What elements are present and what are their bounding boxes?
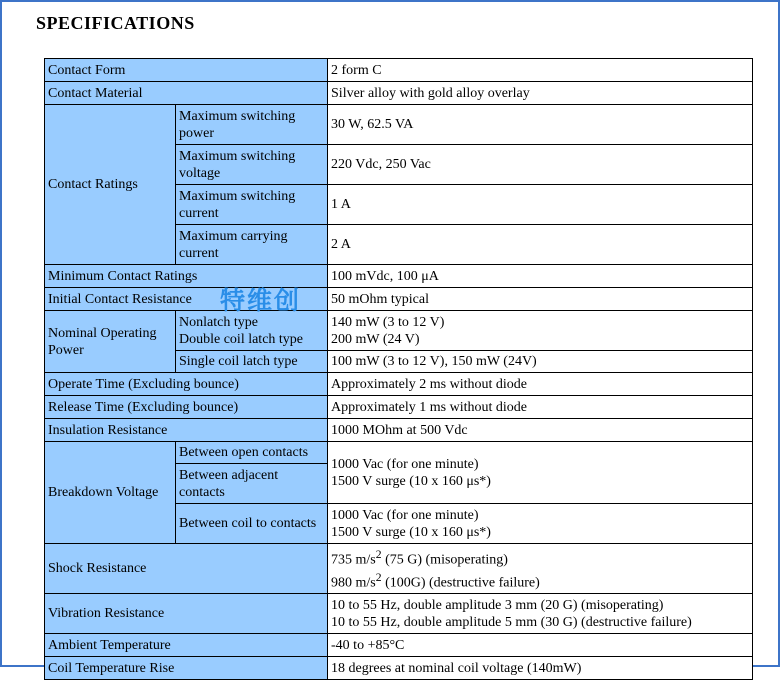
- initial-contact-resistance-label: Initial Contact Resistance: [45, 288, 328, 311]
- contact-material-label: Contact Material: [45, 82, 328, 105]
- vibration-value-2: 10 to 55 Hz, double amplitude 5 mm (30 G) (destructive failure): [331, 614, 692, 630]
- contact-form-value: 2 form C: [328, 59, 753, 82]
- max-switching-power-label: Maximum switching power: [176, 105, 328, 145]
- vibration-resistance-value: [328, 594, 753, 634]
- initial-contact-resistance-value: 50 mOhm typical: [328, 288, 753, 311]
- breakdown-vac-value: 1000 Vac (for one minute): [331, 456, 479, 472]
- vibration-resistance-label: Vibration Resistance: [45, 594, 328, 634]
- shock-rest-2: (100G) (destructive failure): [381, 575, 540, 591]
- contact-form-label: Contact Form: [45, 59, 328, 82]
- insulation-resistance-value: 1000 MOhm at 500 Vdc: [328, 419, 753, 442]
- table-row: [45, 373, 753, 396]
- table-row: [45, 288, 753, 311]
- nonlatch-type-values: [328, 311, 753, 351]
- between-adjacent-contacts-label: Between adjacent contacts: [176, 464, 328, 504]
- table-row: [45, 657, 753, 680]
- table-row: [45, 634, 753, 657]
- table-row: [45, 544, 753, 594]
- max-switching-current-label: Maximum switching current: [176, 185, 328, 225]
- table-row: [45, 59, 753, 82]
- single-coil-latch-label: Single coil latch type: [176, 351, 328, 373]
- double-coil-latch-label: Double coil latch type: [179, 331, 304, 347]
- max-switching-power-value: 30 W, 62.5 VA: [328, 105, 753, 145]
- page-title: SPECIFICATIONS: [36, 13, 195, 33]
- vibration-value-1: 10 to 55 Hz, double amplitude 3 mm (20 G) (misoperating): [331, 597, 664, 613]
- table-row: [45, 311, 753, 351]
- breakdown-voltage-label: Breakdown Voltage: [45, 442, 176, 544]
- breakdown-coil-vac-value: 1000 Vac (for one minute): [331, 507, 479, 523]
- coil-temperature-rise-value: 18 degrees at nominal coil voltage (140mW): [328, 657, 753, 680]
- max-switching-voltage-label: Maximum switching voltage: [176, 145, 328, 185]
- coil-temperature-rise-label: Coil Temperature Rise: [45, 657, 328, 680]
- max-carrying-current-label: Maximum carrying current: [176, 225, 328, 265]
- shock-rest-1: (75 G) (misoperating): [381, 552, 508, 568]
- double-coil-latch-value: 200 mW (24 V): [331, 331, 420, 347]
- shock-resistance-label: Shock Resistance: [45, 544, 328, 594]
- release-time-label: Release Time (Excluding bounce): [45, 396, 328, 419]
- shock-exp-1: 2: [375, 548, 382, 561]
- nonlatch-type-label: Nonlatch type: [179, 314, 258, 330]
- breakdown-open-adjacent-value: [328, 442, 753, 504]
- table-row: [45, 419, 753, 442]
- table-row: [45, 105, 753, 145]
- shock-value-2: 980 m/s: [331, 575, 376, 591]
- ambient-temperature-label: Ambient Temperature: [45, 634, 328, 657]
- table-row: [45, 265, 753, 288]
- specifications-table: [44, 58, 753, 680]
- single-coil-latch-value: 100 mW (3 to 12 V), 150 mW (24V): [328, 351, 753, 373]
- shock-value-1: 735 m/s: [331, 552, 376, 568]
- watermark-text: 特维创: [220, 286, 302, 315]
- max-carrying-current-value: 2 A: [328, 225, 753, 265]
- breakdown-coil-value: [328, 504, 753, 544]
- shock-resistance-value: [328, 544, 753, 594]
- nominal-operating-power-label: Nominal Operating Power: [45, 311, 176, 373]
- max-switching-current-value: 1 A: [328, 185, 753, 225]
- table-row: [45, 82, 753, 105]
- release-time-value: Approximately 1 ms without diode: [328, 396, 753, 419]
- insulation-resistance-label: Insulation Resistance: [45, 419, 328, 442]
- table-row: [45, 442, 753, 464]
- table-row: [45, 594, 753, 634]
- operate-time-label: Operate Time (Excluding bounce): [45, 373, 328, 396]
- min-contact-ratings-label: Minimum Contact Ratings: [45, 265, 328, 288]
- breakdown-coil-surge-value: 1500 V surge (10 x 160 μs*): [331, 524, 491, 540]
- breakdown-surge-value: 1500 V surge (10 x 160 μs*): [331, 473, 491, 489]
- ambient-temperature-value: -40 to +85°C: [328, 634, 753, 657]
- max-switching-voltage-value: 220 Vdc, 250 Vac: [328, 145, 753, 185]
- min-contact-ratings-value: 100 mVdc, 100 μA: [328, 265, 753, 288]
- shock-exp-2: 2: [375, 570, 382, 584]
- contact-material-value: Silver alloy with gold alloy overlay: [328, 82, 753, 105]
- table-row: [45, 396, 753, 419]
- between-coil-contacts-label: Between coil to contacts: [176, 504, 328, 544]
- between-open-contacts-label: Between open contacts: [176, 442, 328, 464]
- nonlatch-type-value: 140 mW (3 to 12 V): [331, 314, 445, 330]
- contact-ratings-label: Contact Ratings: [45, 105, 176, 265]
- operate-time-value: Approximately 2 ms without diode: [328, 373, 753, 396]
